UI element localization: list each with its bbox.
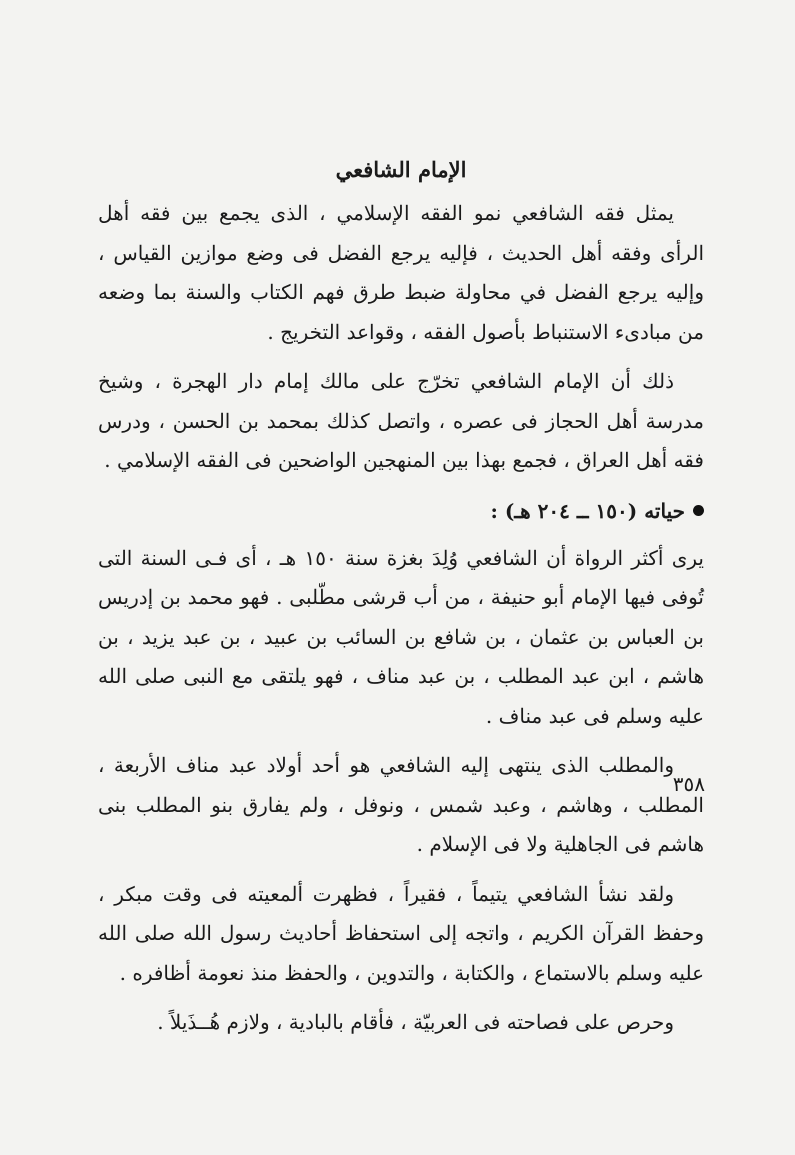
intro-paragraph: ذلك أن الإمام الشافعي تخرّج على مالك إمام دار الهجرة ، وشيخ مدرسة أهل الحجاز فى عصره ، واتصل كذلك بمحمد بن الحسن ، ودرس فقه أهل العراق ، فجمع بهذا بين المنهجين الواضحين فى الفقه الإسلامي . [98,369,704,472]
section-heading [98,491,704,531]
intro-paragraph: يمثل فقه الشافعي نمو الفقه الإسلامي ، الذى يجمع بين فقه أهل الرأى وفقه أهل الحديث ، فإليه يرجع الفضل فى وضع موازين القياس ، وإليه يرجع الفضل في محاولة ضبط طرق فهم الكتاب والسنة بما وضعه من مبادىء الاستنباط بأصول الفقه ، وقواعد التخريج . [98,201,704,344]
page-number: ٣٥٨ [672,772,705,796]
section-heading-text: حياته (١٥٠ ــ ٢٠٤ هـ) : [490,498,685,523]
biography-paragraph: والمطلب الذى ينتهى إليه الشافعي هو أحد أولاد عبد مناف الأربعة ، المطلب ، وهاشم ، وعبد شمس ، ونوفل ، ولم يفارق بنو المطلب بنى هاشم فى الجاهلية ولا فى الإسلام . [98,753,704,856]
biography-paragraph: وحرص على فصاحته فى العربيّة ، فأقام بالبادية ، ولازم هُــذَيلاً . [157,1010,674,1034]
biography-paragraph: يرى أكثر الرواة أن الشافعي وُلِدَ بغزة سنة ١٥٠ هـ ، أى فـى السنة التى تُوفى فيها الإمام أبو حنيفة ، من أب قرشى مطّلبى . فهو محمد بن إدريس بن العباس بن عثمان ، بن شافع بن السائب بن عبيد ، بن عبد يزيد ، بن هاشم ، ابن عبد المطلب ، بن عبد مناف ، فهو يلتقى مع النبى صلى الله عليه وسلم فى عبد مناف . [98,545,704,728]
text-block [98,150,704,1053]
biography-paragraph: ولقد نشأ الشافعي يتيماً ، فقيراً ، فظهرت ألمعيته فى وقت مبكر ، وحفظ القرآن الكريم ، واتجه إلى استحفاظ أحاديث رسول الله صلى الله عليه وسلم بالاستماع ، والكتابة ، والتدوين ، والحفظ منذ نعومة أظافره . [98,881,704,985]
page-title: الإمام الشافعي [335,157,467,182]
bullet-icon [693,505,704,516]
